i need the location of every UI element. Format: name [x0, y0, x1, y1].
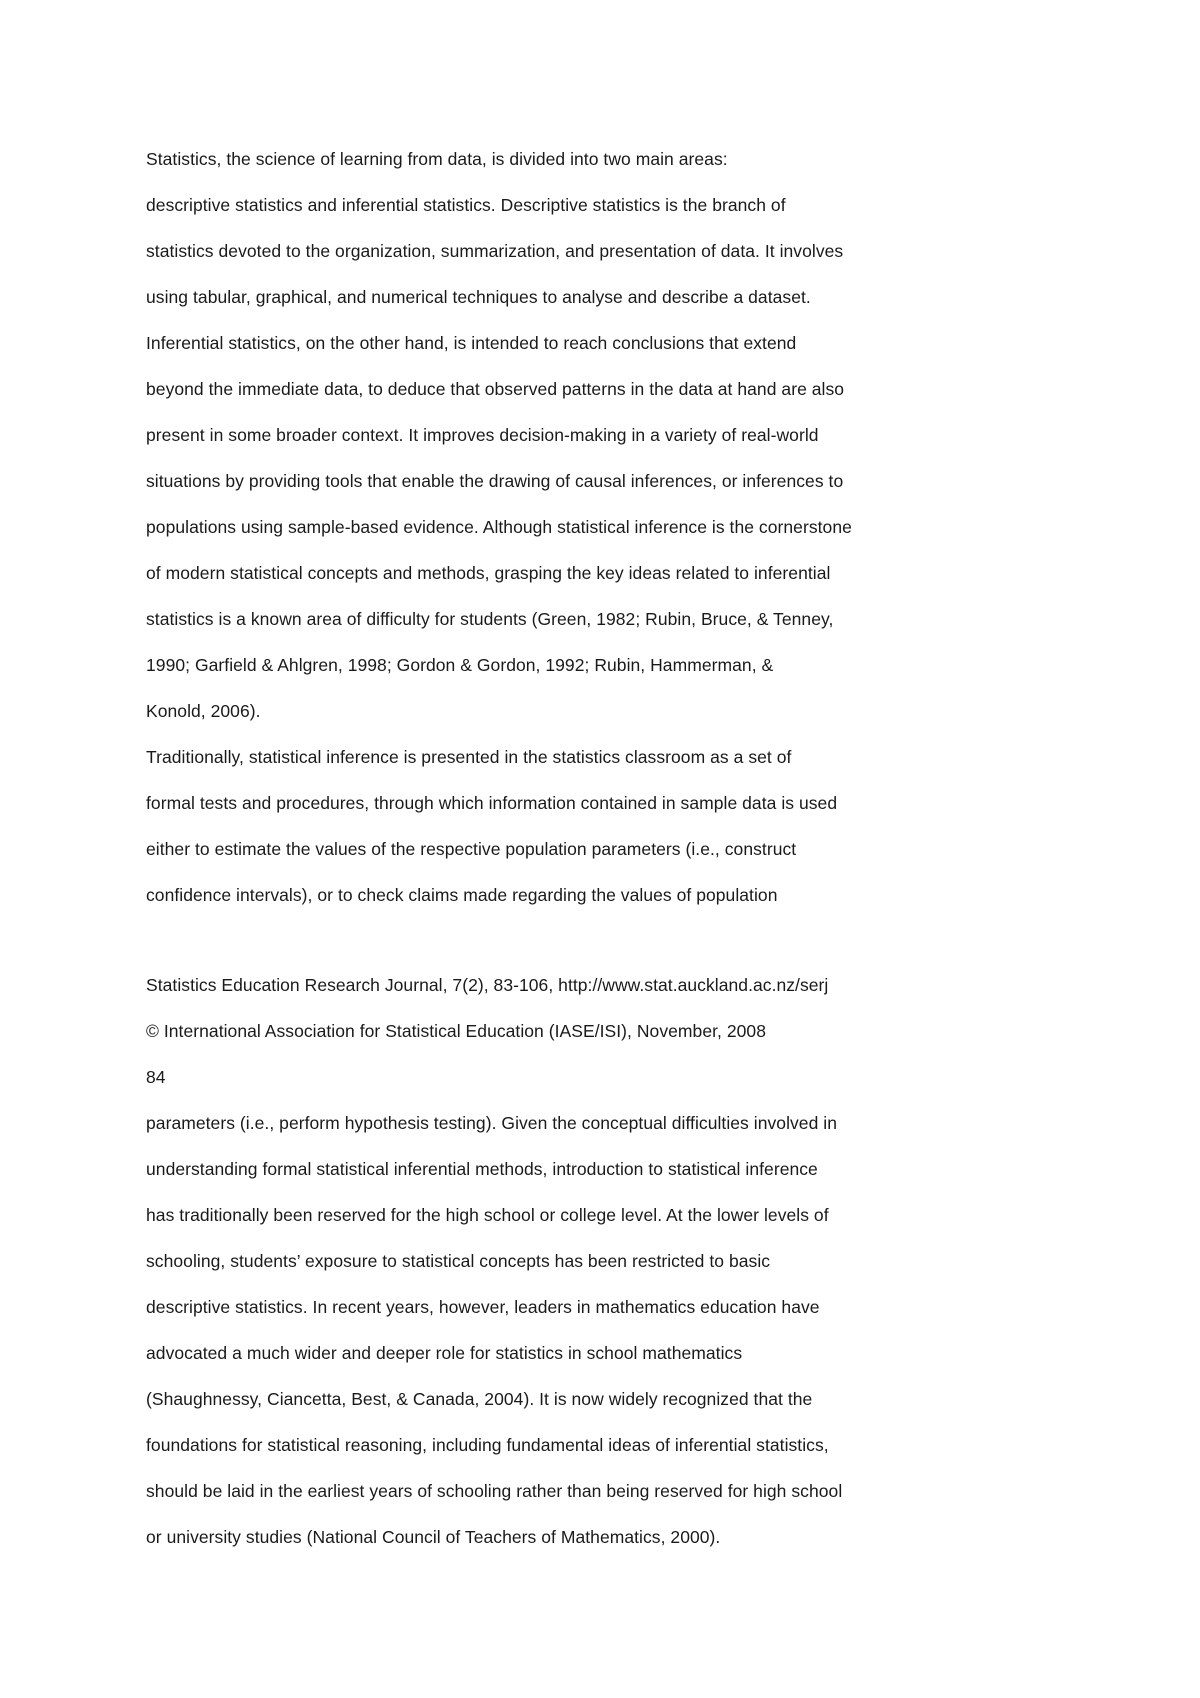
page-number: 84 [146, 1067, 166, 1087]
body-line: advocated a much wider and deeper role for statistics in school mathematics [146, 1343, 743, 1363]
body-line: situations by providing tools that enable the drawing of causal inferences, or inferences to [146, 471, 844, 491]
body-line: schooling, students’ exposure to statistical concepts has been restricted to basic [146, 1251, 771, 1271]
body-line: (Shaughnessy, Ciancetta, Best, & Canada, 2004). It is now widely recognized that the [146, 1389, 813, 1409]
copyright-notice: © International Association for Statistical Education (IASE/ISI), November, 2008 [146, 1021, 766, 1041]
body-line: has traditionally been reserved for the high school or college level. At the lower levels of [146, 1205, 829, 1225]
body-line: using tabular, graphical, and numerical techniques to analyse and describe a dataset. [146, 287, 811, 307]
body-line: of modern statistical concepts and methods, grasping the key ideas related to inferential [146, 563, 831, 583]
body-line: descriptive statistics. In recent years, however, leaders in mathematics education have [146, 1297, 820, 1317]
body-line: formal tests and procedures, through which information contained in sample data is used [146, 793, 838, 813]
body-line: foundations for statistical reasoning, including fundamental ideas of inferential statistics, [146, 1435, 829, 1455]
body-line: statistics is a known area of difficulty for students (Green, 1982; Rubin, Bruce, & Tenney, [146, 609, 834, 629]
body-line: Statistics, the science of learning from data, is divided into two main areas: [146, 149, 728, 169]
body-line: populations using sample-based evidence. Although statistical inference is the cornerstone [146, 517, 852, 537]
body-line: beyond the immediate data, to deduce that observed patterns in the data at hand are also [146, 379, 845, 399]
body-line: statistics devoted to the organization, summarization, and presentation of data. It involves [146, 241, 844, 261]
body-line: should be laid in the earliest years of schooling rather than being reserved for high school [146, 1481, 843, 1501]
body-line: present in some broader context. It improves decision-making in a variety of real-world [146, 425, 819, 445]
body-line: 1990; Garfield & Ahlgren, 1998; Gordon & Gordon, 1992; Rubin, Hammerman, & [146, 655, 774, 675]
journal-citation: Statistics Education Research Journal, 7(2), 83-106, http://www.stat.auckland.ac.nz/serj [146, 975, 829, 995]
body-line: confidence intervals), or to check claims made regarding the values of population [146, 885, 778, 905]
body-line: Traditionally, statistical inference is presented in the statistics classroom as a set of [146, 747, 792, 767]
body-line: descriptive statistics and inferential statistics. Descriptive statistics is the branch of [146, 195, 786, 215]
body-line: either to estimate the values of the respective population parameters (i.e., construct [146, 839, 797, 859]
body-line: Konold, 2006). [146, 701, 261, 721]
body-line: parameters (i.e., perform hypothesis testing). Given the conceptual difficulties involved in [146, 1113, 838, 1133]
body-line: understanding formal statistical inferential methods, introduction to statistical inference [146, 1159, 818, 1179]
body-line: or university studies (National Council of Teachers of Mathematics, 2000). [146, 1527, 721, 1547]
body-line: Inferential statistics, on the other hand, is intended to reach conclusions that extend [146, 333, 797, 353]
